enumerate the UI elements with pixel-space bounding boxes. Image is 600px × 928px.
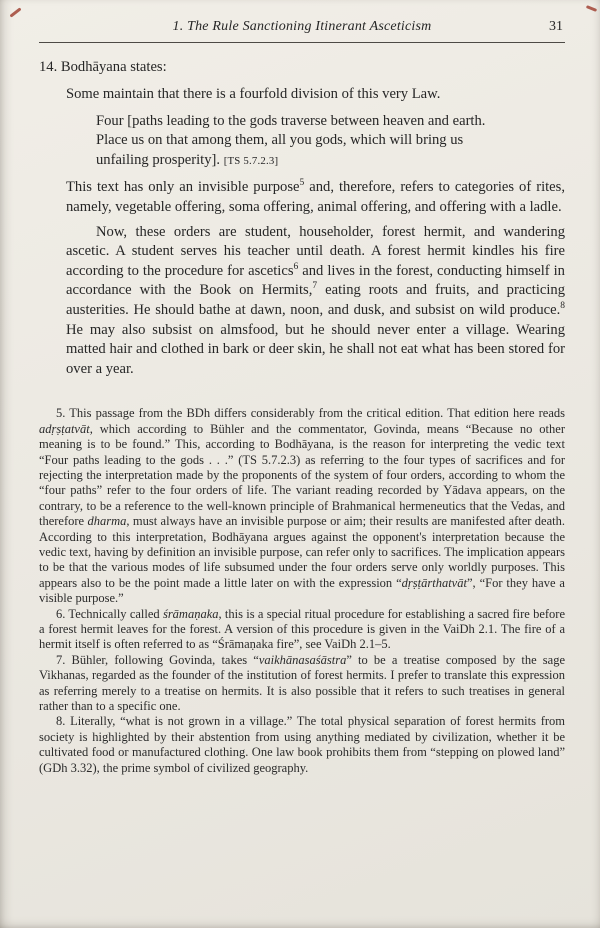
verse-text: Four [paths leading to the gods traverse between heaven and earth. Place us on that among them, all you gods, which will bring us unfailing prosperity]. (96, 112, 486, 168)
italic-term: vaikhānasaśāstra (258, 652, 347, 667)
scan-artifact-left (9, 7, 21, 17)
paragraph-invisible-purpose (66, 178, 565, 217)
footnote-ref-8: 8 (560, 301, 565, 312)
text-segment: , which according to Bühler and the commentator, Govinda, means “Because no other meaning is to be found.” This, according to Bodhāyana, is the reason for interpreting the vedic text “Four paths leading to the gods . . .” (TS 5.7.2.3) as referring to the four types of sacrifices and for rejecting the interpretation made by the proponents of the system of four orders, according to whom the “four paths” refer to the four orders of life. The variant reading recorded by Yādava appears, on the contrary, to be a reference to the well-known principle of Brahmanical hermeneutics that the Vedas, and therefore (39, 421, 565, 529)
text-segment: He may also subsist on almsfood, but he should never enter a village. Wearing matted hair and clothed in bark or deer skin, he shall not eat what has been stored for over a year. (66, 321, 565, 377)
main-text (39, 59, 565, 379)
text-segment: , must always have an invisible purpose or aim; their results are manifested after death. According to this interpretation, Bodhāyana argues against the opponent's interpretation because the vedic text, having by definition an invisible purpose, can refer only to sacrifices. The implication appears to be that the various modes of life subsumed under the four orders serve only worldly purposes. This appears also to be the point made a little later on with the expression “ (39, 514, 565, 590)
page-number: 31 (549, 19, 563, 34)
section-heading: 14. Bodhāyana states: (39, 59, 167, 75)
intro-paragraph: Some maintain that there is a fourfold division of this very Law. (66, 86, 441, 102)
italic-term: dharma (87, 514, 127, 529)
text-segment: 6. Technically called (56, 606, 163, 621)
text-segment: eating roots and fruits, and practicing austerities. He should bathe at dawn, noon, and dusk, and subsist on wild produce. (66, 282, 565, 318)
text-segment: and lives in the forest, conducting himself in accordance with the Book on Hermits, (66, 262, 565, 299)
footnote-7 (39, 653, 565, 715)
footnote-ref-6: 6 (293, 261, 299, 272)
footnote-ref-7: 7 (312, 281, 318, 292)
text-segment: and, therefore, refers to categories of rites, namely, vegetable offering, soma offering, animal offering, and offering with a ladle. (66, 179, 565, 215)
footnote-6 (39, 607, 565, 653)
footnote-5 (39, 406, 565, 606)
paragraph-four-orders (66, 223, 565, 380)
page-header (39, 18, 565, 43)
text-segment: , this is a special ritual procedure for establishing a sacred fire before a forest hermit leaves for the forest. A version of this procedure is given in the VaiDh 2.1. The fire of a hermit itself is often referred to as “Śrāmaṇaka fire”, see VaiDh 2.1–5. (39, 606, 565, 652)
text-segment: ” to be a treatise composed by the sage Vikhanas, regarded as the founder of the institution of forest hermits. I prefer to translate this expression as referring merely to a treatise on hermits. It is also possible that it refers to such treatises in general rather than to a specific one. (39, 652, 565, 714)
scan-artifact-right (586, 5, 597, 12)
text-segment: Now, these orders are student, householder, forest hermit, and wandering ascetic. A student serves his teacher until death. A forest hermit kindles his fire according to the procedure for ascetics (66, 223, 565, 279)
text-segment: 5. This passage from the BDh differs considerably from the critical edition. That edition here reads (56, 406, 565, 421)
running-head: 1. The Rule Sanctioning Itinerant Asceticism (172, 19, 432, 34)
quotation-block (66, 85, 565, 379)
text-segment: ”, “For they have a visible purpose.” (39, 575, 565, 606)
text-segment: This text has only an invisible purpose (66, 179, 300, 196)
text-segment: 8. Literally, “what is not grown in a village.” The total physical separation of forest hermits from society is highlighted by their abstention from using anything mediated by civilization, whether it be cultivated food or manufactured clothing. One law book prohibits them from “stepping on plowed land” (GDh 3.32), the prime symbol of civilized geography. (39, 714, 565, 775)
italic-term: adṛṣṭatvāt (39, 421, 90, 436)
text-segment: 7. Bühler, following Govinda, takes “ (56, 652, 259, 667)
italic-term: śrāmaṇaka (162, 606, 219, 621)
footnote-8 (39, 714, 565, 776)
verse-quotation (96, 112, 515, 172)
italic-term: dṛṣṭārthatvāt (401, 575, 467, 590)
footnote-ref-5: 5 (299, 178, 305, 189)
verse-citation: [TS 5.7.2.3] (223, 154, 279, 167)
footnotes-section (39, 406, 565, 776)
